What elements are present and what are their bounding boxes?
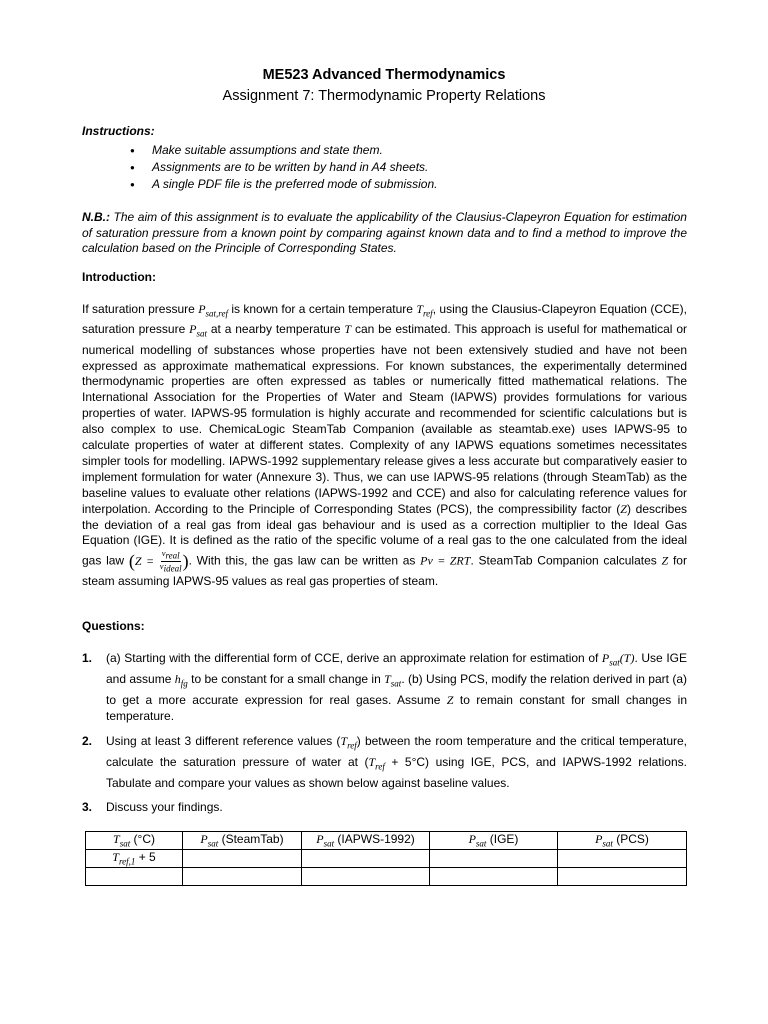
instruction-item: ● Assignments are to be written by hand in A4 sheets.: [130, 159, 437, 176]
nb-label: N.B.:: [82, 210, 110, 224]
table-cell: [302, 868, 430, 886]
table-header-row: [86, 832, 687, 850]
math-gas-law: Pv = ZRT: [420, 553, 471, 568]
document-title: ME523 Advanced Thermodynamics: [262, 67, 506, 83]
question-2: 2. Using at least 3 different reference values $(T_{ref})$ between the room temperature and the critical temperature, calculate the saturation pressure of water at $(T_{ref} + 5^\circ C)$ using IGE, PCS, and IAPWS-1992 relations. Tabulate and compare your values as shown below against baseline values.: [82, 734, 687, 790]
table-header-cell: $T_{sat}$ (°C): [86, 832, 183, 850]
table-cell: [183, 850, 302, 868]
question-3: 3. Discuss your findings.: [82, 800, 223, 814]
table-cell: [183, 868, 302, 886]
math-psat: $P_{sat}$: [189, 322, 207, 339]
introduction-paragraph: If saturation pressure $P_{sat,ref}$ is known for a certain temperature $T_{ref}$, using the Clausius-Clapeyron Equation (CCE), saturation pressure $P_{sat}$ at a nearby temperature T can be estimated. This approach is useful for mathematical or numerical modelling of substances whose properties have not been extensively studied and have not been expressed as approximate mathematical expressions. For known substances, the experimentally determined thermodynamic properties are often expressed as tables or numerically fitted mathematical relations. The International Association for the Properties of Water and Steam (IAPWS) provides formulations for various properties of water. IAPWS-95 formulation is highly accurate and recommended for scientific calculations but is also complex to use. ChemicaLogic SteamTab Companion (available as steamtab.exe) uses IAPWS-95 to calculate properties of water at different states. Complexity of any IAPWS equations sometimes necessitates simpler tools for modelling. IAPWS-1992 supplementary release gives a less accurate but comparatively easier to implement formulation for water (Annexure 3). Thus, we can use IAPWS-95 relations (through SteamTab) as the baseline values to evaluate other relations (IAPWS-1992 and CCE) and also for calculating reference values for interpolation. According to the Principle of Corresponding States (PCS), the compressibility factor (Z) describes the deviation of a real gas from ideal gas behaviour and is used as a correction multiplier to the Ideal Gas Equation (IGE). It is defined as the ratio of the specific volume of a real gas to the one calculated from the ideal gas law (Z = $\frac{v_{real}}{v_{ideal}}$ ). With this, the gas law can be written as Pv = ZRT. SteamTab Companion calculates Z for steam assuming IAPWS-95 values as real gas properties of steam.: [82, 302, 688, 588]
instructions-heading: Instructions:: [82, 124, 155, 138]
math-z-definition: (Z = $\frac{v_{real}}{v_{ideal}}$ ): [128, 548, 189, 574]
table-cell: [86, 868, 183, 886]
math-z: Z: [620, 501, 627, 516]
results-table: [85, 831, 687, 886]
table-header-cell: $P_{sat}$ (SteamTab): [183, 832, 302, 850]
introduction-heading: Introduction:: [82, 270, 156, 284]
math-t: T: [344, 322, 352, 337]
table-header-cell: $P_{sat}$ (PCS): [558, 832, 687, 850]
table-cell: [558, 868, 687, 886]
table-cell: [430, 868, 558, 886]
table-row: [86, 850, 687, 868]
nb-text: The aim of this assignment is to evaluate the applicability of the Clausius-Clapeyron Equation for estimation of saturation pressure from a known point by comparing against known data and to find a method to improve the calculation based on the Principle of Corresponding States.: [82, 210, 687, 255]
table-cell: $T_{ref,1} + 5$: [86, 850, 183, 868]
table-header-cell: $P_{sat}$ (IAPWS-1992): [302, 832, 430, 850]
questions-heading: Questions:: [82, 619, 145, 633]
math-psat-ref: $P_{sat,ref}$: [198, 302, 228, 319]
instruction-item: ● A single PDF file is the preferred mode of submission.: [130, 176, 437, 193]
table-header-cell: $P_{sat}$ (IGE): [430, 832, 558, 850]
table-row: [86, 868, 687, 886]
question-1: 1. (a) Starting with the differential form of CCE, derive an approximate relation for estimation of $P_{sat}(T)$. Use IGE and assume $h_{fg}$ to be constant for a small change in $T_{sat}$. (b) Using PCS, modify the relation derived in part (a) to get a more accurate expression for real gases. Assume Z to remain constant for small changes in temperature.: [82, 651, 688, 724]
math-tref: $T_{ref}$: [416, 302, 433, 319]
instruction-item: ● Make suitable assumptions and state them.: [130, 142, 437, 159]
table-cell: [558, 850, 687, 868]
table-cell: [430, 850, 558, 868]
table-cell: [302, 850, 430, 868]
document-subtitle: Assignment 7: Thermodynamic Property Relations: [222, 88, 546, 104]
nb-note: [82, 210, 687, 257]
instructions-list: [130, 142, 437, 193]
